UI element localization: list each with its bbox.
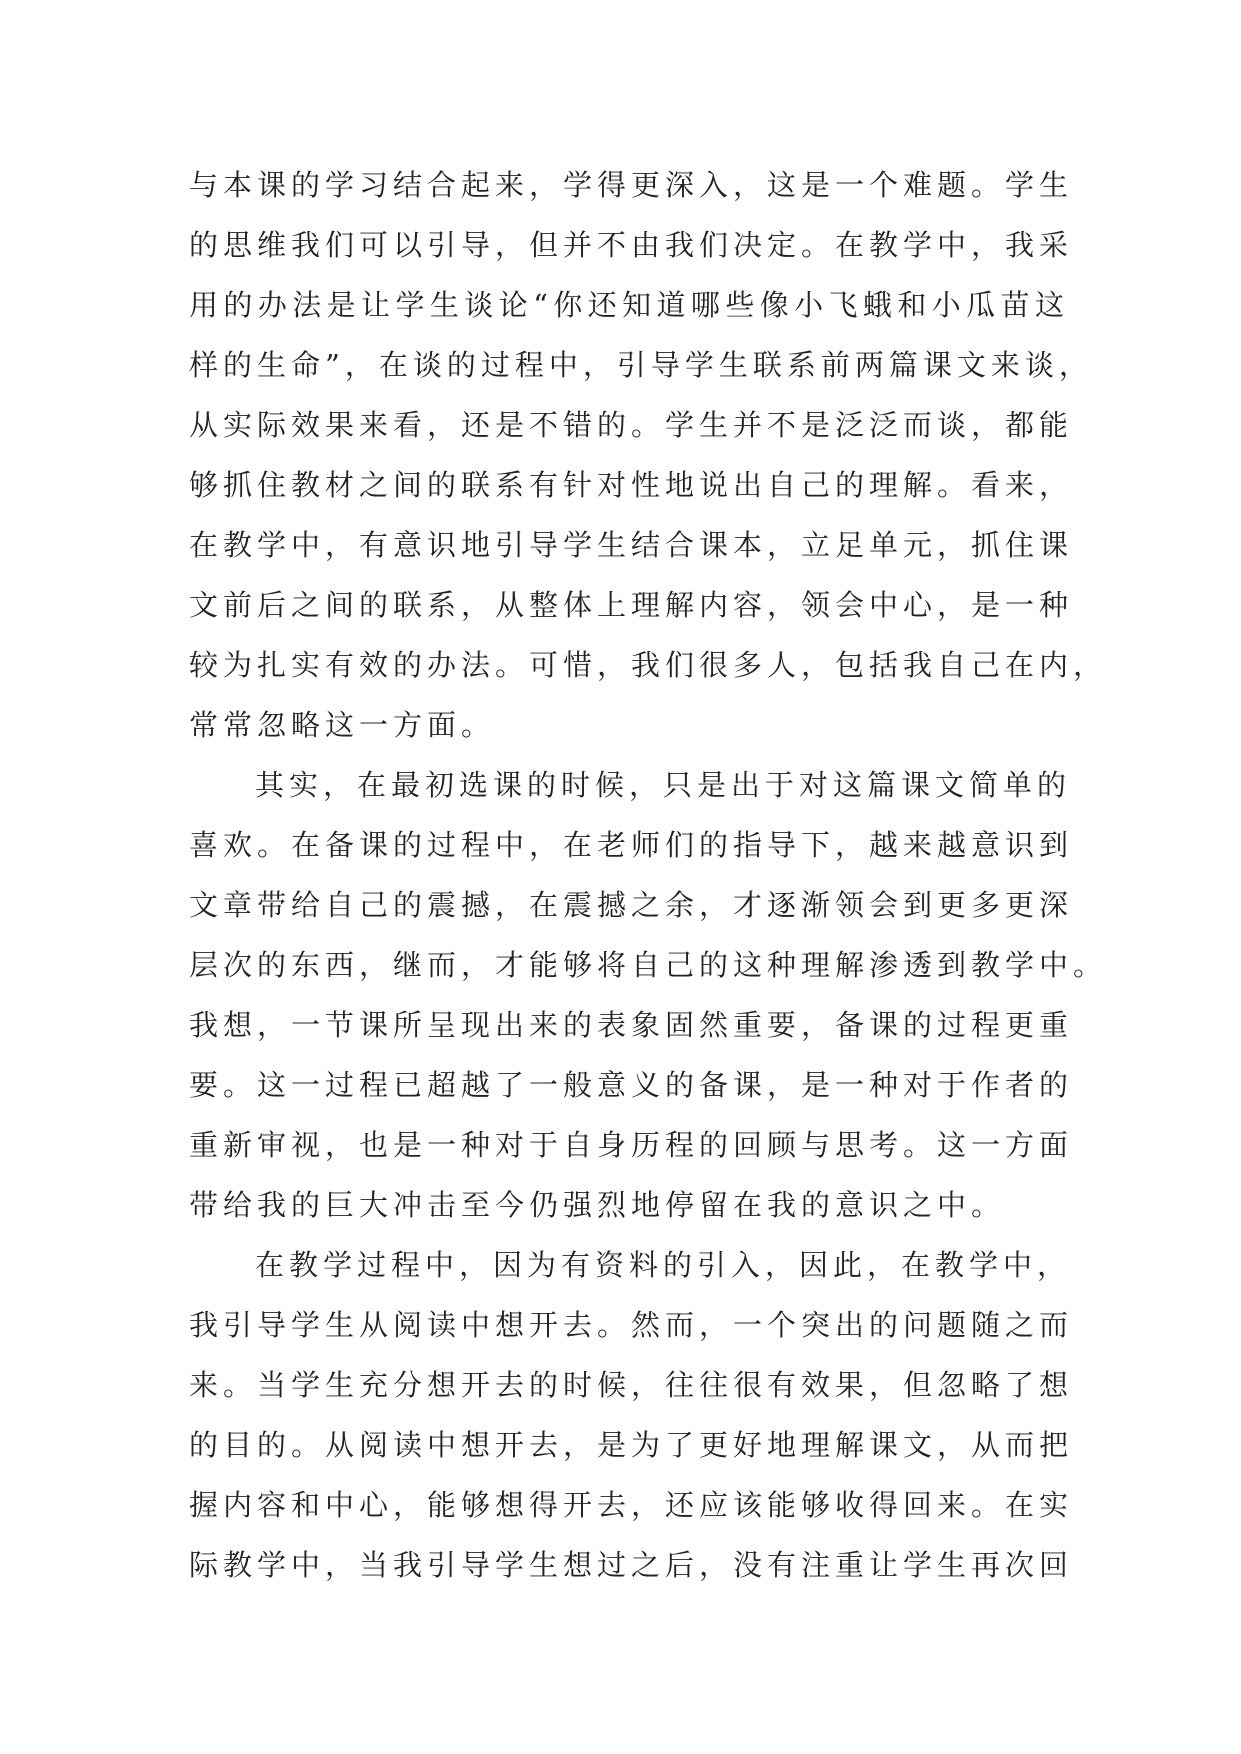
text-line: 要。这一过程已超越了一般意义的备课，是一种对于作者的 (189, 1068, 1074, 1102)
text-line: 在教学中，有意识地引导学生结合课本，立足单元，抓住课 (189, 528, 1074, 562)
text-line: 际教学中，当我引导学生想过之后，没有注重让学生再次回 (189, 1548, 1074, 1582)
text-line: 样的生命”，在谈的过程中，引导学生联系前两篇课文来谈， (189, 348, 1093, 382)
text-line: 文前后之间的联系，从整体上理解内容，领会中心，是一种 (189, 588, 1074, 622)
text-line: 喜欢。在备课的过程中，在老师们的指导下，越来越意识到 (189, 828, 1074, 862)
text-line: 够抓住教材之间的联系有针对性地说出自己的理解。看来， (189, 468, 1074, 502)
text-line: 从实际效果来看，还是不错的。学生并不是泛泛而谈，都能 (189, 408, 1074, 442)
body-text (189, 155, 1108, 1595)
text-line: 在教学过程中，因为有资料的引入，因此，在教学中， (255, 1248, 1072, 1282)
text-line: 较为扎实有效的办法。可惜，我们很多人，包括我自己在内， (189, 648, 1108, 682)
text-line: 带给我的巨大冲击至今仍强烈地停留在我的意识之中。 (189, 1188, 1006, 1222)
text-line: 重新审视，也是一种对于自身历程的回顾与思考。这一方面 (189, 1128, 1074, 1162)
text-line: 文章带给自己的震撼，在震撼之余，才逐渐领会到更多更深 (189, 888, 1074, 922)
text-line: 与本课的学习结合起来，学得更深入，这是一个难题。学生 (189, 168, 1074, 202)
text-line: 用的办法是让学生谈论“你还知道哪些像小飞蛾和小瓜苗这 (189, 288, 1069, 322)
text-line: 的目的。从阅读中想开去，是为了更好地理解课文，从而把 (189, 1428, 1074, 1462)
text-line: 的思维我们可以引导，但并不由我们决定。在教学中，我采 (189, 228, 1074, 262)
text-line: 我想，一节课所呈现出来的表象固然重要，备课的过程更重 (189, 1008, 1074, 1042)
text-line: 其实，在最初选课的时候，只是出于对这篇课文简单的 (255, 768, 1072, 802)
text-line: 我引导学生从阅读中想开去。然而，一个突出的问题随之而 (189, 1308, 1074, 1342)
text-line: 常常忽略这一方面。 (189, 708, 496, 742)
text-line: 层次的东西，继而，才能够将自己的这种理解渗透到教学中。 (189, 948, 1108, 982)
text-line: 来。当学生充分想开去的时候，往往很有效果，但忽略了想 (189, 1368, 1074, 1402)
text-line: 握内容和中心，能够想得开去，还应该能够收得回来。在实 (189, 1488, 1074, 1522)
